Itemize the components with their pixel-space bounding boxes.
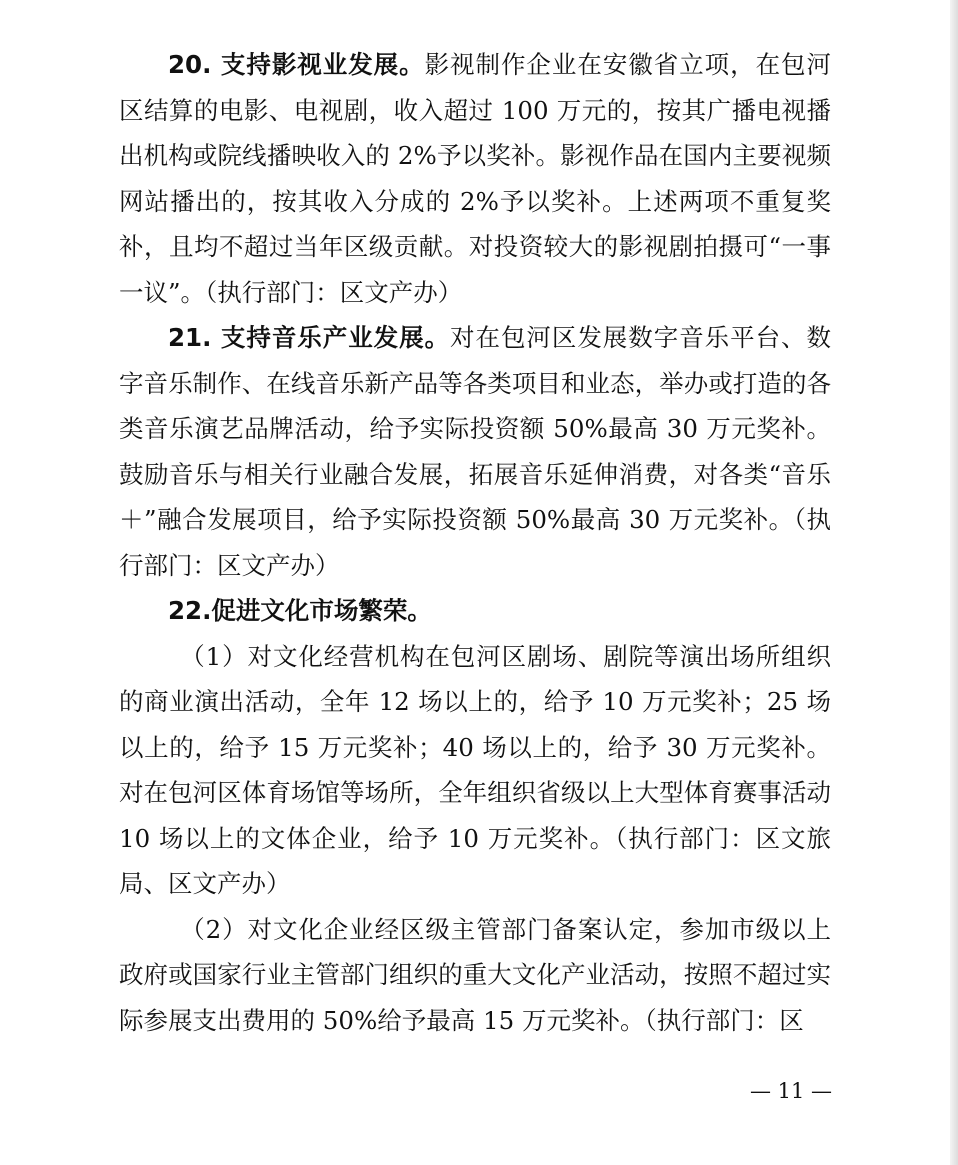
page-edge-shadow (950, 0, 958, 1165)
section-20-body: 影视制作企业在安徽省立项，在包河区结算的电影、电视剧，收入超过 100 万元的，按其广播电视播出机构或院线播映收入的 2%予以奖补。影视作品在国内主要视频网站播出的，按其收入分成的 2%予以奖补。上述两项不重复奖补，且均不超过当年区级贡献。对投资较大的影视剧拍摄可“一事一议”。（执行部门：区文产办） (119, 50, 832, 307)
section-21-body: 对在包河区发展数字音乐平台、数字音乐制作、在线音乐新产品等各类项目和业态，举办或打造的各类音乐演艺品牌活动，给予实际投资额 50%最高 30 万元奖补。鼓励音乐与相关行业融合发展，拓展音乐延伸消费，对各类“音乐＋”融合发展项目，给予实际投资额 50%最高 30 万元奖补。（执行部门：区文产办） (119, 323, 831, 580)
section-20-heading: 20. 支持影视业发展。 (168, 50, 425, 79)
section-22-heading: 22.促进文化市场繁荣。 (168, 596, 432, 625)
section-21-heading: 21. 支持音乐产业发展。 (168, 323, 451, 352)
document-body (119, 42, 831, 1043)
page-number: — 11 — (749, 1079, 833, 1103)
section-21-paragraph (119, 315, 831, 588)
section-22-item-2: （2）对文化企业经区级主管部门备案认定，参加市级以上政府或国家行业主管部门组织的重大文化产业活动，按照不超过实际参展支出费用的 50%给予最高 15 万元奖补。（执行部门：区 (119, 914, 831, 1035)
section-22-item-1: （1）对文化经营机构在包河区剧场、剧院等演出场所组织的商业演出活动，全年 12 场以上的，给予 10 万元奖补；25 场以上的，给予 15 万元奖补；40 场以上的，给予 30 万元奖补。对在包河区体育场馆等场所，全年组织省级以上大型体育赛事活动 10 场以上的文体企业，给予 10 万元奖补。（执行部门：区文旅局、区文产办） (119, 641, 831, 898)
section-20-paragraph (119, 42, 831, 315)
section-22-paragraph (119, 588, 831, 634)
